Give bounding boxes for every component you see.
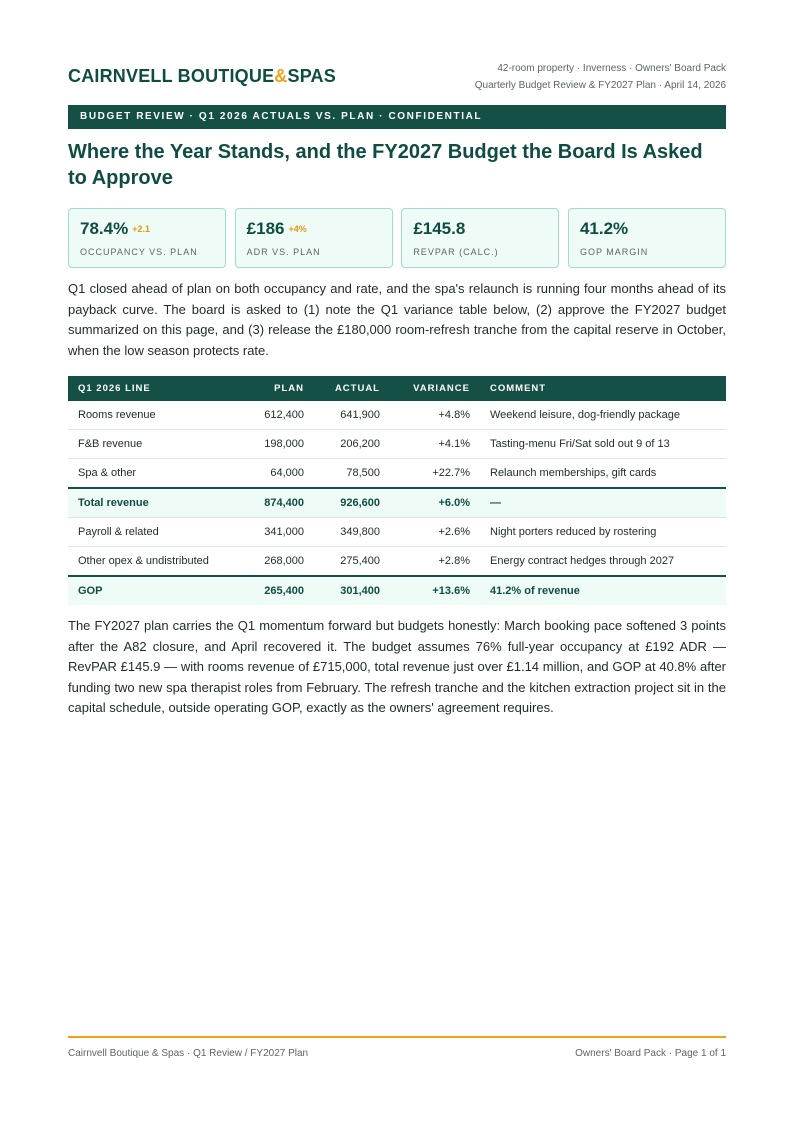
cell-plan: 64,000	[244, 459, 314, 489]
kpi-label: REVPAR (CALC.)	[413, 247, 499, 257]
cell-variance: +2.6%	[390, 518, 480, 547]
cell-plan: 198,000	[244, 430, 314, 459]
cell-line: GOP	[68, 576, 244, 605]
table-row-total-revenue	[68, 488, 726, 518]
brand-ampersand: &	[274, 66, 288, 86]
col-header-actual: ACTUAL	[314, 376, 390, 401]
kpi-delta: +2.1	[132, 224, 150, 234]
meta-line-property: 42-room property · Inverness · Owners' Board Pack	[497, 63, 726, 74]
cell-actual: 301,400	[314, 576, 390, 605]
kpi-card-gop-margin	[568, 208, 726, 268]
brand-main: CAIRNVELL BOUTIQUE	[68, 66, 275, 86]
table-row	[68, 401, 726, 430]
cell-comment: Relaunch memberships, gift cards	[480, 459, 726, 489]
col-header-plan: PLAN	[244, 376, 314, 401]
col-header-line: Q1 2026 LINE	[68, 376, 244, 401]
kpi-strip	[68, 208, 726, 268]
kpi-value: 41.2%	[579, 219, 629, 238]
kpi-card-adr	[235, 208, 393, 268]
table-row	[68, 518, 726, 547]
kpi-label: ADR VS. PLAN	[246, 247, 321, 257]
variance-table	[68, 376, 726, 605]
section-banner: BUDGET REVIEW · Q1 2026 ACTUALS VS. PLAN · CONFIDENTIAL	[68, 105, 726, 129]
kpi-value: £186	[246, 219, 285, 238]
footer-divider	[68, 1036, 726, 1038]
kpi-value: £145.8	[413, 219, 466, 238]
header-meta	[475, 60, 726, 94]
kpi-label: OCCUPANCY VS. PLAN	[80, 247, 198, 257]
cell-line: Spa & other	[68, 459, 244, 489]
cell-line: Payroll & related	[68, 518, 244, 547]
cell-variance: +6.0%	[390, 488, 480, 518]
cell-actual: 275,400	[314, 547, 390, 577]
cell-comment: Tasting-menu Fri/Sat sold out 9 of 13	[480, 430, 726, 459]
cell-comment: Night porters reduced by rostering	[480, 518, 726, 547]
cell-plan: 341,000	[244, 518, 314, 547]
col-header-variance: VARIANCE	[390, 376, 480, 401]
cell-variance: +4.8%	[390, 401, 480, 430]
brand-logo	[68, 66, 336, 87]
cell-plan: 268,000	[244, 547, 314, 577]
page	[68, 0, 726, 1123]
cell-variance: +22.7%	[390, 459, 480, 489]
table-row	[68, 459, 726, 489]
cell-line: F&B revenue	[68, 430, 244, 459]
cell-actual: 641,900	[314, 401, 390, 430]
col-header-comment: COMMENT	[480, 376, 726, 401]
cell-actual: 206,200	[314, 430, 390, 459]
cell-variance: +2.8%	[390, 547, 480, 577]
cell-comment: 41.2% of revenue	[480, 576, 726, 605]
cell-variance: +4.1%	[390, 430, 480, 459]
footer-page-number: Owners' Board Pack · Page 1 of 1	[575, 1048, 726, 1059]
page-title: Where the Year Stands, and the FY2027 Budget the Board Is Asked to Approve	[68, 141, 703, 189]
intro-paragraph: Q1 closed ahead of plan on both occupancy and rate, and the spa's relaunch is running four months ahead of its payback curve. The board is asked to (1) note the Q1 variance table below, (2) approve the FY2027 budget summarized on this page, and (3) release the £180,000 room-refresh tranche from the capital reserve in October, when the low season protects rate.	[68, 281, 726, 358]
cell-actual: 78,500	[314, 459, 390, 489]
meta-line-date: Quarterly Budget Review & FY2027 Plan · April 14, 2026	[474, 80, 726, 91]
table-row-gop	[68, 576, 726, 605]
cell-comment: Energy contract hedges through 2027	[480, 547, 726, 577]
cell-plan: 612,400	[244, 401, 314, 430]
cell-line: Other opex & undistributed	[68, 547, 244, 577]
cell-variance: +13.6%	[390, 576, 480, 605]
kpi-card-occupancy	[68, 208, 226, 268]
cell-plan: 265,400	[244, 576, 314, 605]
page-header	[68, 58, 726, 94]
cell-actual: 349,800	[314, 518, 390, 547]
kpi-card-revpar	[401, 208, 559, 268]
cell-actual: 926,600	[314, 488, 390, 518]
table-row	[68, 547, 726, 577]
kpi-delta: +4%	[288, 224, 307, 234]
cell-comment: Weekend leisure, dog-friendly package	[480, 401, 726, 430]
cell-line: Total revenue	[68, 488, 244, 518]
outlook-paragraph: The FY2027 plan carries the Q1 momentum forward but budgets honestly: March booking pace softened 3 points after the A82 closure, and April recovered it. The budget assumes 76% full-year occupancy at £192 ADR — RevPAR £145.9 — with rooms revenue of £715,000, total revenue just over £1.14 million, and GOP at 40.8% after funding two new spa therapist roles from February. The refresh tranche and the kitchen extraction project sit in the capital schedule, outside operating GOP, exactly as the owners' agreement requires.	[68, 618, 726, 715]
cell-line: Rooms revenue	[68, 401, 244, 430]
cell-comment: —	[480, 488, 726, 518]
table-row	[68, 430, 726, 459]
brand-tail: SPAS	[287, 66, 336, 86]
kpi-value: 78.4%	[80, 219, 129, 238]
footer-left-text: Cairnvell Boutique & Spas · Q1 Review / FY2027 Plan	[68, 1048, 309, 1059]
table-header-row	[68, 376, 726, 401]
kpi-label: GOP MARGIN	[579, 247, 649, 257]
cell-plan: 874,400	[244, 488, 314, 518]
